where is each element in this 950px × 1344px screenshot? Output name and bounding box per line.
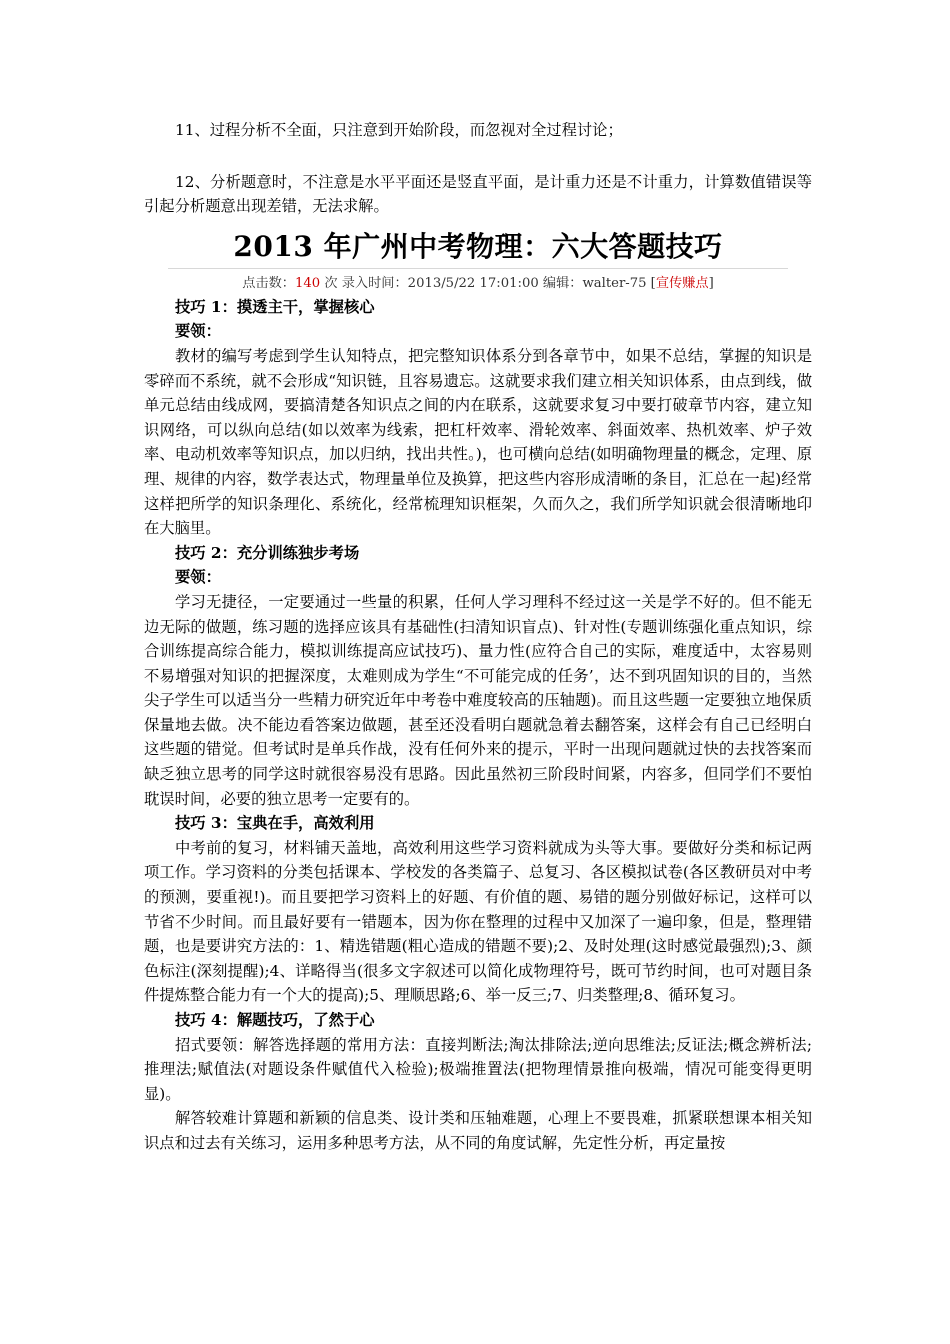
article-meta: [144, 273, 812, 295]
section-heading-4: 技巧 4：解题技巧，了然于心: [175, 1011, 375, 1029]
section-subheading-1: 要领：: [175, 322, 221, 341]
section-heading-2: 技巧 2：充分训练独步考场: [175, 543, 360, 562]
title-divider: [168, 268, 788, 269]
section-paragraph-1: 教材的编写考虑到学生认知特点，把完整知识体系分到各章节中，如果不总结，掌握的知识是零碎而不系统，就不会形成“知识链，且容易遗忘。这就要求我们建立相关知识体系，由点到线，做单元总结由线成网，要搞清楚各知识点之间的内在联系，这就要求复习中要打破章节内容，建立知识网络，可以纵向总结(如以效率为线索，把杠杆效率、滑轮效率、斜面效率、热机效率、炉子效率、电动机效率等知识点，加以归纳，找出共性。)，也可横向总结(如明确物理量的概念，定理、原理、规律的内容，数学表达式，物理量单位及换算，把这些内容形成清晰的条目，汇总在一起)经常这样把所学的知识条理化、系统化，经常梳理知识框架，久而久之，我们所学知识就会很清晰地印在大脑里。: [144, 346, 812, 538]
article-title: 2013 年广州中考物理：六大答题技巧: [233, 229, 723, 263]
entry-info: 次 录入时间：2013/5/22 17:01:00 编辑：walter-75 [: [320, 275, 656, 291]
section-paragraph-4a: 招式要领：解答选择题的常用方法：直接判断法;淘汰排除法;逆向思维法;反证法;概念辨析法;推理法;赋值法(对题设条件赋值代入检验);极端推置法(把物理情景推向极端，情况可能变得更明显)。: [144, 1035, 812, 1103]
document-body: [144, 118, 812, 1156]
section-paragraph-2: 学习无捷径，一定要通过一些量的积累，任何人学习理科不经过这一关是学不好的。但不能无边无际的做题，练习题的选择应该具有基础性(扫清知识盲点)、针对性(专题训练强化重点知识，综合训练提高综合能力，模拟训练提高应试技巧)、量力性(应符合自己的实际，难度适中，太容易则不易增强对知识的把握深度，太难则成为学生“不可能完成的任务’，达不到巩固知识的目的，当然尖子学生可以适当分一些精力研究近年中考卷中难度较高的压轴题)。而且这些题一定要独立地保质保量地去做。决不能边看答案边做题，甚至还没看明白题就急着去翻答案，这样会有自己已经明白这些题的错觉。但考试时是单兵作战，没有任何外来的提示，平时一出现问题就过快的去找答案而缺乏独立思考的同学这时就很容易没有思路。因此虽然初三阶段时间紧，内容多，但同学们不要怕耽误时间，必要的独立思考一定要有的。: [144, 592, 812, 808]
section-paragraph-4b: 解答较难计算题和新颖的信息类、设计类和压轴难题，心理上不要畏难，抓紧联想课本相关知识点和过去有关练习，运用多种思考方法，从不同的角度试解，先定性分析，再定量按: [144, 1109, 812, 1152]
section-heading-3: 技巧 3：宝典在手，高效利用: [175, 814, 375, 833]
section-paragraph-3: 中考前的复习，材料铺天盖地，高效利用这些学习资料就成为头等大事。要做好分类和标记两项工作。学习资料的分类包括课本、学校发的各类篇子、总复习、各区模拟试卷(各区教研员对中考的预测，要重视!)。而且要把学习资料上的好题、有价值的题、易错的题分别做好标记，这样可以节省不少时间。而且最好要有一错题本，因为你在整理的过程中又加深了一遍印象，但是，整理错题，也是要讲究方法的：1、精选错题(粗心造成的错题不要);2、及时处理(这时感觉最强烈);3、颜色标注(深刻提醒);4、详略得当(很多文字叙述可以简化成物理符号，既可节约时间，也可对题目条件提炼整合能力有一个大的提高);5、理顺思路;6、举一反三;7、归类整理;8、循环复习。: [144, 838, 812, 1005]
list-item-12: 12、分析题意时，不注意是水平平面还是竖直平面，是计重力还是不计重力，计算数值错误等引起分析题意出现差错，无法求解。: [144, 172, 812, 216]
close-bracket: ]: [708, 275, 714, 291]
click-count: 140: [295, 275, 321, 291]
section-heading-1: 技巧 1：摸透主干，掌握核心: [175, 297, 375, 316]
list-item-11: 11、过程分析不全面，只注意到开始阶段，而忽视对全过程讨论；: [175, 121, 623, 139]
section-subheading-2: 要领：: [175, 568, 221, 587]
clicks-label: 点击数：: [242, 275, 295, 291]
promo-link[interactable]: 宣传赚点: [655, 275, 709, 291]
